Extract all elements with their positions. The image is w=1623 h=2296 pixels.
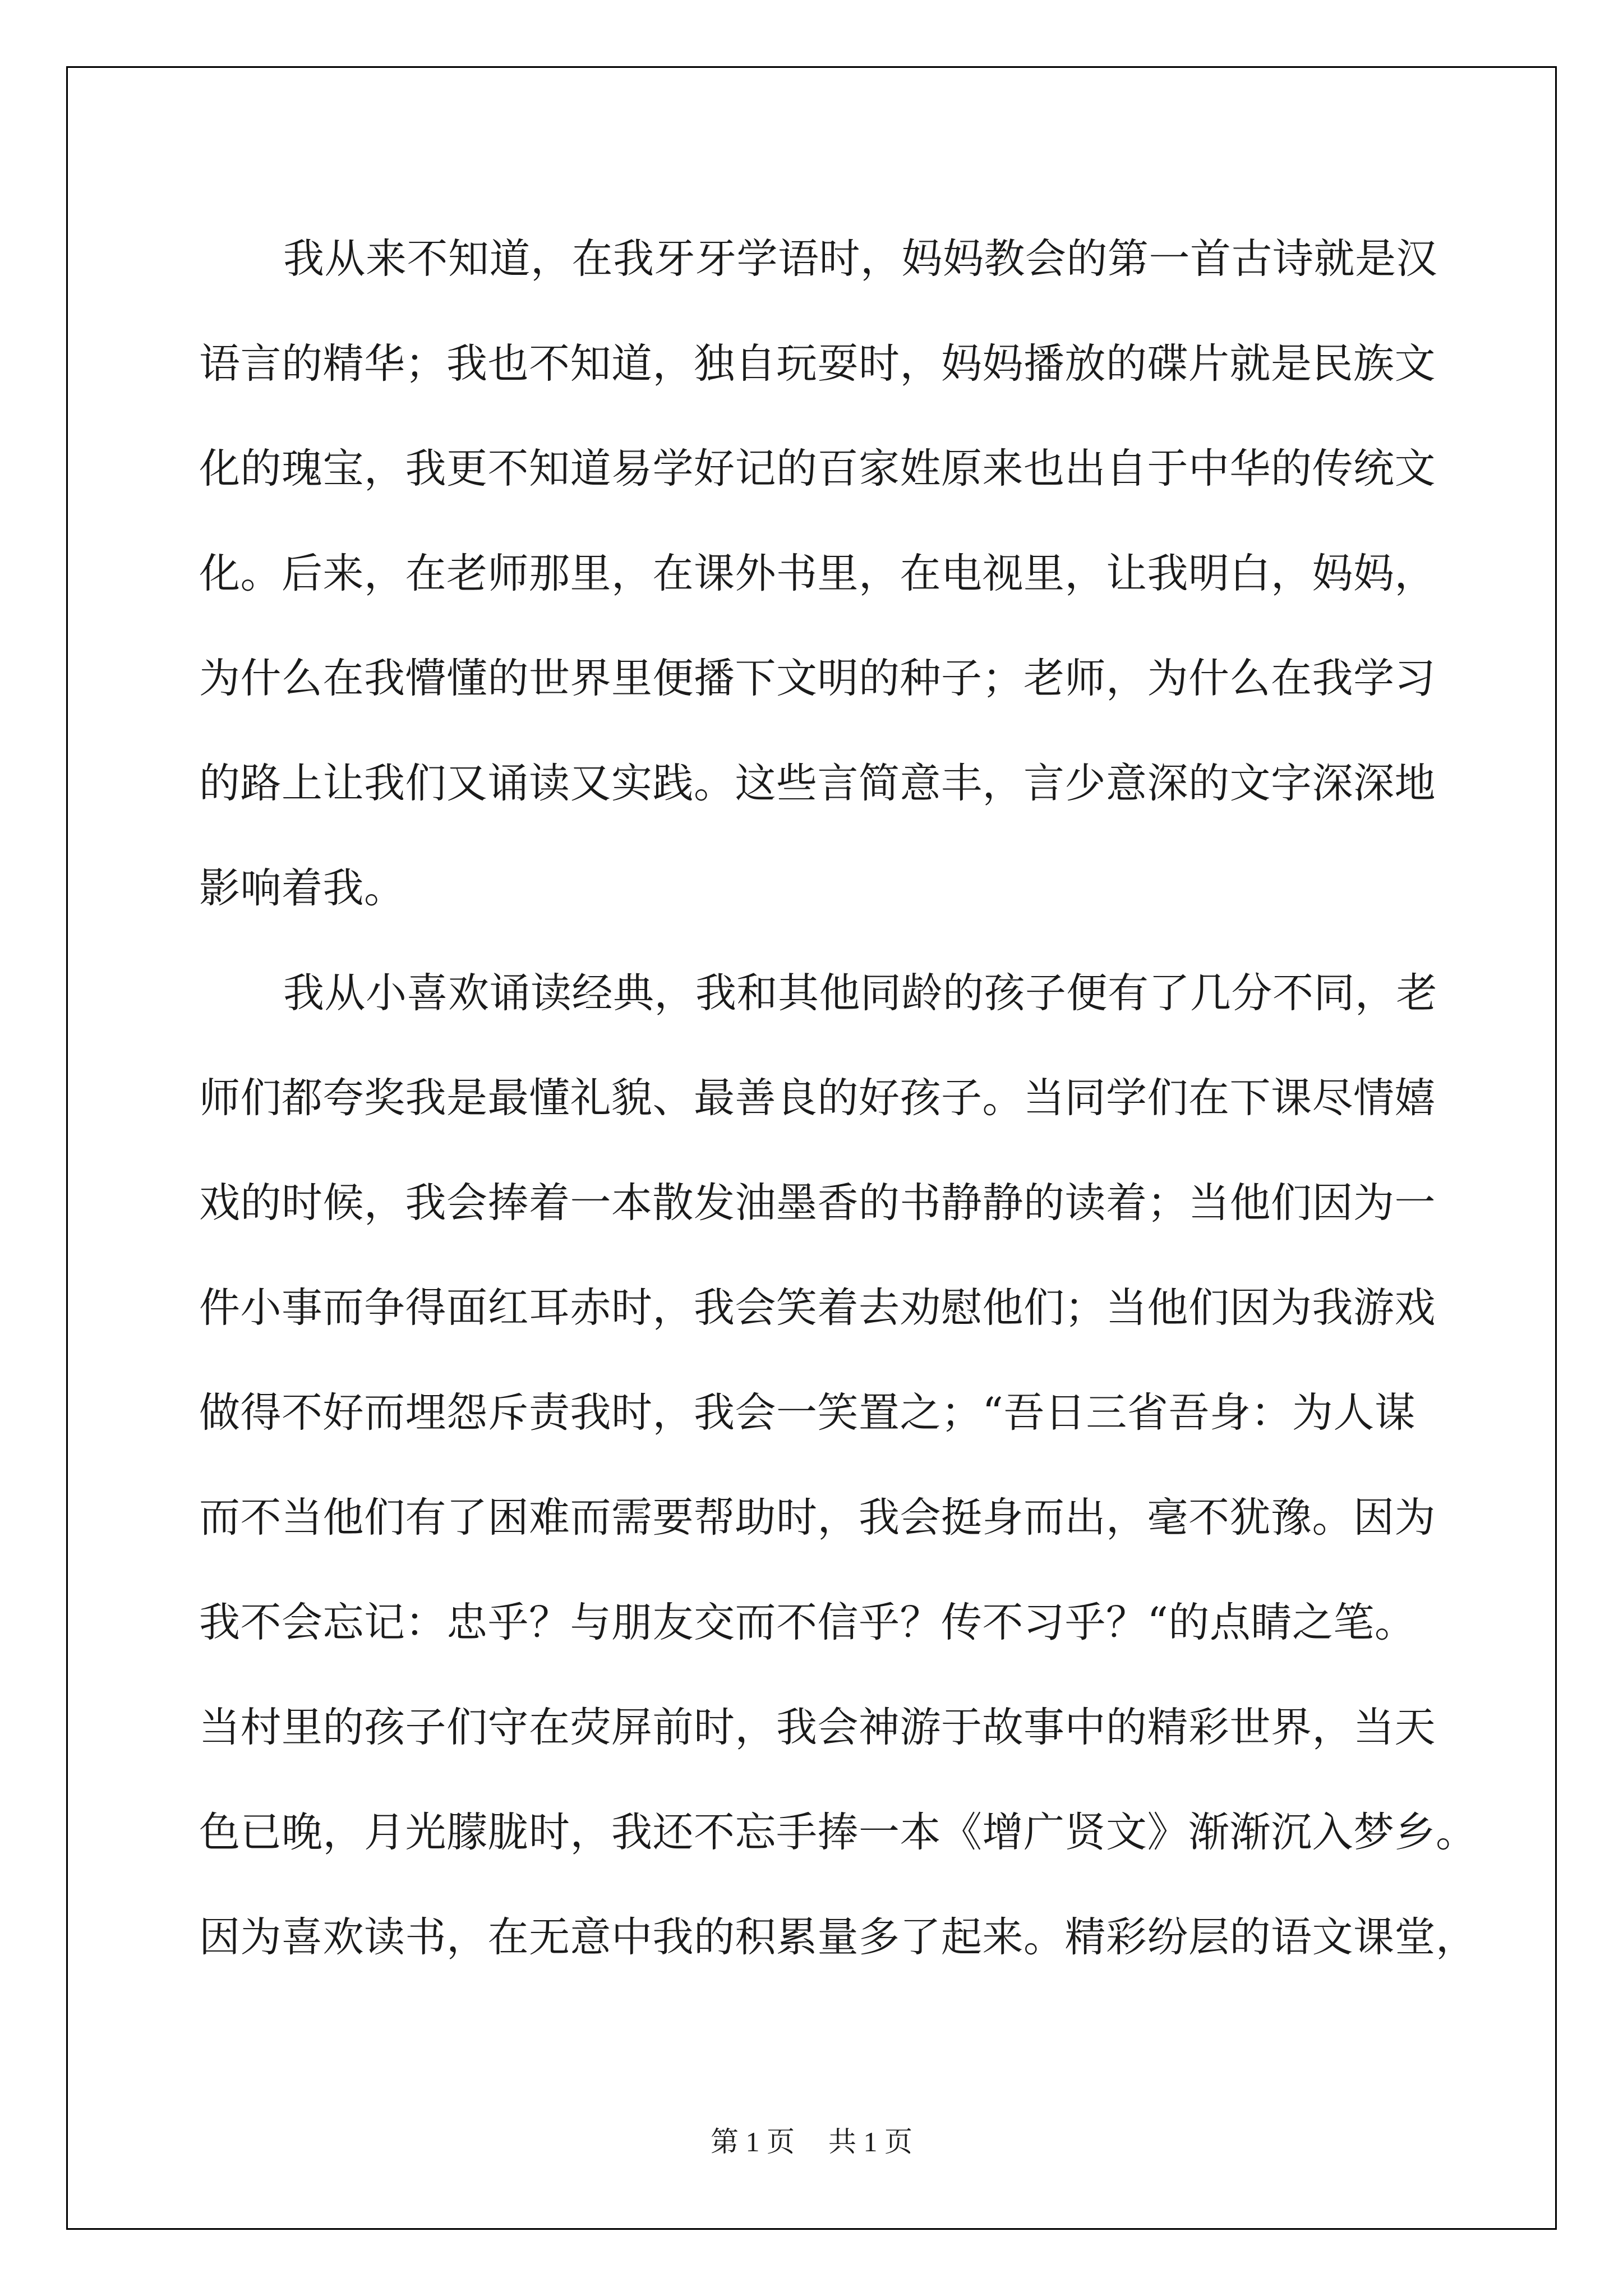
paragraph-2 xyxy=(199,941,1477,1990)
paragraph-line: 我不会忘记：忠乎？与朋友交而不信乎？传不习乎？“的点睛之笔。 xyxy=(199,1599,1416,1646)
paragraph-line: 师们都夸奖我是最懂礼貌、最善良的好孩子。当同学们在下课尽情嬉 xyxy=(199,1074,1436,1122)
paragraph-line: 我从小喜欢诵读经典，我和其他同龄的孩子便有了几分不同，老 xyxy=(283,969,1437,1017)
paragraph-line: 语言的精华；我也不知道，独自玩耍时，妈妈播放的碟片就是民族文 xyxy=(199,340,1436,388)
paragraph-1 xyxy=(199,206,1437,941)
paragraph-line: 化的瑰宝，我更不知道易学好记的百家姓原来也出自于中华的传统文 xyxy=(199,445,1436,493)
paragraph-line: 影响着我。 xyxy=(199,864,405,912)
paragraph-line: 的路上让我们又诵读又实践。这些言简意丰，言少意深的文字深深地 xyxy=(199,760,1436,807)
paragraph-line: 做得不好而埋怨斥责我时，我会一笑置之；“吾日三省吾身：为人谋 xyxy=(199,1389,1416,1437)
page-number: 第 1 页 xyxy=(711,2126,795,2157)
paragraph-line: 因为喜欢读书，在无意中我的积累量多了起来。精彩纷层的语文课堂， xyxy=(199,1913,1477,1961)
page-footer xyxy=(0,2125,1623,2159)
document-body xyxy=(199,206,1477,1990)
paragraph-line: 戏的时候，我会捧着一本散发油墨香的书静静的读着；当他们因为一 xyxy=(199,1179,1436,1227)
paragraph-line: 件小事而争得面红耳赤时，我会笑着去劝慰他们；当他们因为我游戏 xyxy=(199,1284,1436,1332)
page-total: 共 1 页 xyxy=(828,2126,912,2157)
paragraph-line: 当村里的孩子们守在荧屏前时，我会神游于故事中的精彩世界，当天 xyxy=(199,1704,1436,1751)
paragraph-line: 而不当他们有了困难而需要帮助时，我会挺身而出，毫不犹豫。因为 xyxy=(199,1494,1436,1542)
paragraph-line: 化。后来，在老师那里，在课外书里，在电视里，让我明白，妈妈， xyxy=(199,550,1436,597)
paragraph-line: 为什么在我懵懂的世界里便播下文明的种子；老师，为什么在我学习 xyxy=(199,655,1436,702)
paragraph-line: 我从来不知道，在我牙牙学语时，妈妈教会的第一首古诗就是汉 xyxy=(283,235,1437,283)
paragraph-line: 色已晚，月光朦胧时，我还不忘手捧一本《增广贤文》渐渐沉入梦乡。 xyxy=(199,1809,1477,1856)
